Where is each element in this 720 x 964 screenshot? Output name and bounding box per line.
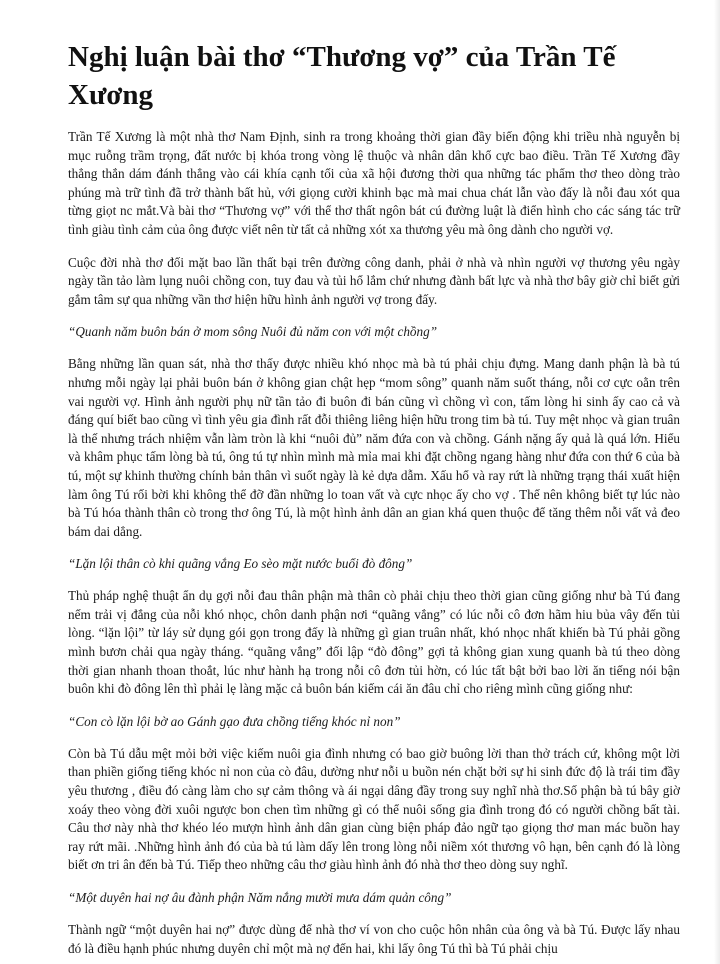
poem-quote: “Con cò lặn lội bờ ao Gánh gạo đưa chồng tiếng khóc nỉ non” <box>68 713 401 729</box>
body-paragraph: Thành ngữ “một duyên hai nợ” được dùng để nhà thơ ví von cho cuộc hôn nhân của ông và bà Tú. Được lấy nhau đó là điều hạnh phúc nhưng duyên chỉ một mà nợ đến hai, khi lấy ông Tú thì bà Tú phải chịu <box>68 922 680 956</box>
poem-quote: “Quanh năm buôn bán ở mom sông Nuôi đủ năm con với một chồng” <box>68 324 438 340</box>
body-paragraph: Bằng những lần quan sát, nhà thơ thấy được nhiều khó nhọc mà bà tú phải chịu đựng. Mang danh phận là bà tú nhưng mỗi ngày lại phải buôn bán ở không gian chật hẹp “mom sông” quanh năm suốt tháng, nỗi cơ cực oằn trên vai người vợ. Hình ảnh người phụ nữ tần tảo đi buôn đi bán cũng vì chồng vì con, tấm lòng hi sinh ấy cao cả và đáng quí biết bao cũng vì tình yêu gia đình rất đỗi thiêng liêng hiện hữu trong tim bà tú. Tuy mệt nhọc và gian truân là thế nhưng trách nhiệm vẫn làm tròn là khi “nuôi đủ” năm đứa con và chồng. Gánh nặng ấy quả là quá lớn. Hiểu và khâm phục tấm lòng bà tú, ông tú tự nhìn mình mà mỉa mai khi đặt chồng ngang hàng như đứa con thứ 6 của bà tú, một sự khinh thường chính bản thân vì suốt ngày là kẻ dựa dẫm. Xấu hổ và ray rứt là những trạng thái xuất hiện làm ông Tú rối bời khi không thể đỡ đần những lo toan vất và cực nhọc ấy cho vợ . Thế nên không biết tự lúc nào bà Tú hóa thành thân cò trong thơ ông Tú, là một hình ảnh dân an gian khá quen thuộc để tăng thêm nỗi vất vả đeo bám dai dẳng. <box>68 356 680 539</box>
poem-quote: “Một duyên hai nợ âu đành phận Năm nắng mười mưa dám quản công” <box>68 890 452 905</box>
article-title: Nghị luận bài thơ “Thương vợ” của Trần Tế Xương <box>68 41 616 111</box>
body-paragraph: Trần Tế Xương là một nhà thơ Nam Định, sinh ra trong khoảng thời gian đầy biến động khi triều nhà nguyễn bị mục ruỗng trầm trọng, đất nước bị khóa trong vòng lệ thuộc và nhân dân khổ cực bao điều. Trần Tế Xương đầy thẳng thắn dám đánh thẳng vào cái khía cạnh tối của xã hội đương thời qua những tác phẩm thơ theo dòng trào phúng mà trữ tình đã trở thành bất hủ, với giọng cười khinh bạc mà mai chua chát lẫn vào đấy là nỗi đau xót qua từng giọt nc mắt.Và bài thơ “Thương vợ” với thể thơ thất ngôn bát cú đường luật là điển hình cho các sáng tác trữ tình giàu tình cảm của ông được viết nên từ tất cả những xót xa thương yêu mà ông dành cho người vợ. <box>68 129 680 237</box>
body-paragraph: Còn bà Tú dẫu mệt mỏi bởi việc kiếm nuôi gia đình nhưng có bao giờ buông lời than thở trách cứ, không một lời than phiền giống tiếng khóc nỉ non của cò đâu, dường như nỗi u buồn nén chặt bởi sự hi sinh đức độ là trái tim đầy yêu thương , điều đó càng làm cho sự cảm thông và ái ngại dâng đầy trong suy nghĩ nhà thơ.Số phận bà tú bây giờ xoáy theo vòng đời xuôi ngược bon chen tìm những gì có thể nuôi sống gia đình trong đó có người chồng bất tài. Câu thơ này nhà thơ khéo léo mượn hình ảnh dân gian cùng biện pháp đảo ngữ tạo giọng thơ man mác buồn hay ray rứt mãi. .Những hình ảnh đó của bà tú làm dấy lên trong lòng nỗi niềm xót thương vô hạn, bên cạnh đó là lòng biết ơn tri ân đến bà Tú. Tiếp theo những câu thơ giàu hình ảnh đó nhà thơ theo dòng suy nghĩ. <box>68 745 680 873</box>
body-paragraph: Cuộc đời nhà thơ đối mặt bao lần thất bại trên đường công danh, phải ở nhà và nhìn người vợ thương yêu ngày ngày tần tảo làm lụng nuôi chồng con, tuy đau và tủi hổ lắm chứ nhưng đành bất lực và nhà thơ bây giờ chỉ biết gửi gắm tâm sự qua những vần thơ hiện hữu hình ảnh người vợ trong đấy. <box>68 254 680 307</box>
article-body <box>68 128 680 958</box>
body-paragraph: Thủ pháp nghệ thuật ẩn dụ gợi nỗi đau thân phận mà thân cò phải chịu theo thời gian cũng giống như bà Tú đang nếm trải vị đắng của nỗi khó nhọc, chôn danh phận nơi “quãng vắng” có lúc nỗi cô đơn hãm hiu bủa vây đến tủi lòng. “lặn lội” từ láy sử dụng gói gọn trong đấy là những gì gian truân nhất, khó nhọc nhất khiến bà Tú phải gồng mình bươn chải qua ngày tháng. “quãng vắng” đối lập “đò đông” gợi tả không gian xung quanh bà tú theo dòng thời gian nhanh thoan thoắt, lúc như hành hạ trong nỗi cô đơn tủi hờn, có lúc tất bật bởi bao lời ăn tiếng nói bận buôn khi đò đông lên thì phải lẹ làng mặc cả buôn bán kiếm cái ăn đâu chỉ cho riêng mình cũng giống như: <box>68 588 680 697</box>
page-edge-shadow <box>714 0 720 964</box>
poem-quote: “Lặn lội thân cò khi quãng vắng Eo sèo mặt nước buổi đò đông” <box>68 556 413 572</box>
